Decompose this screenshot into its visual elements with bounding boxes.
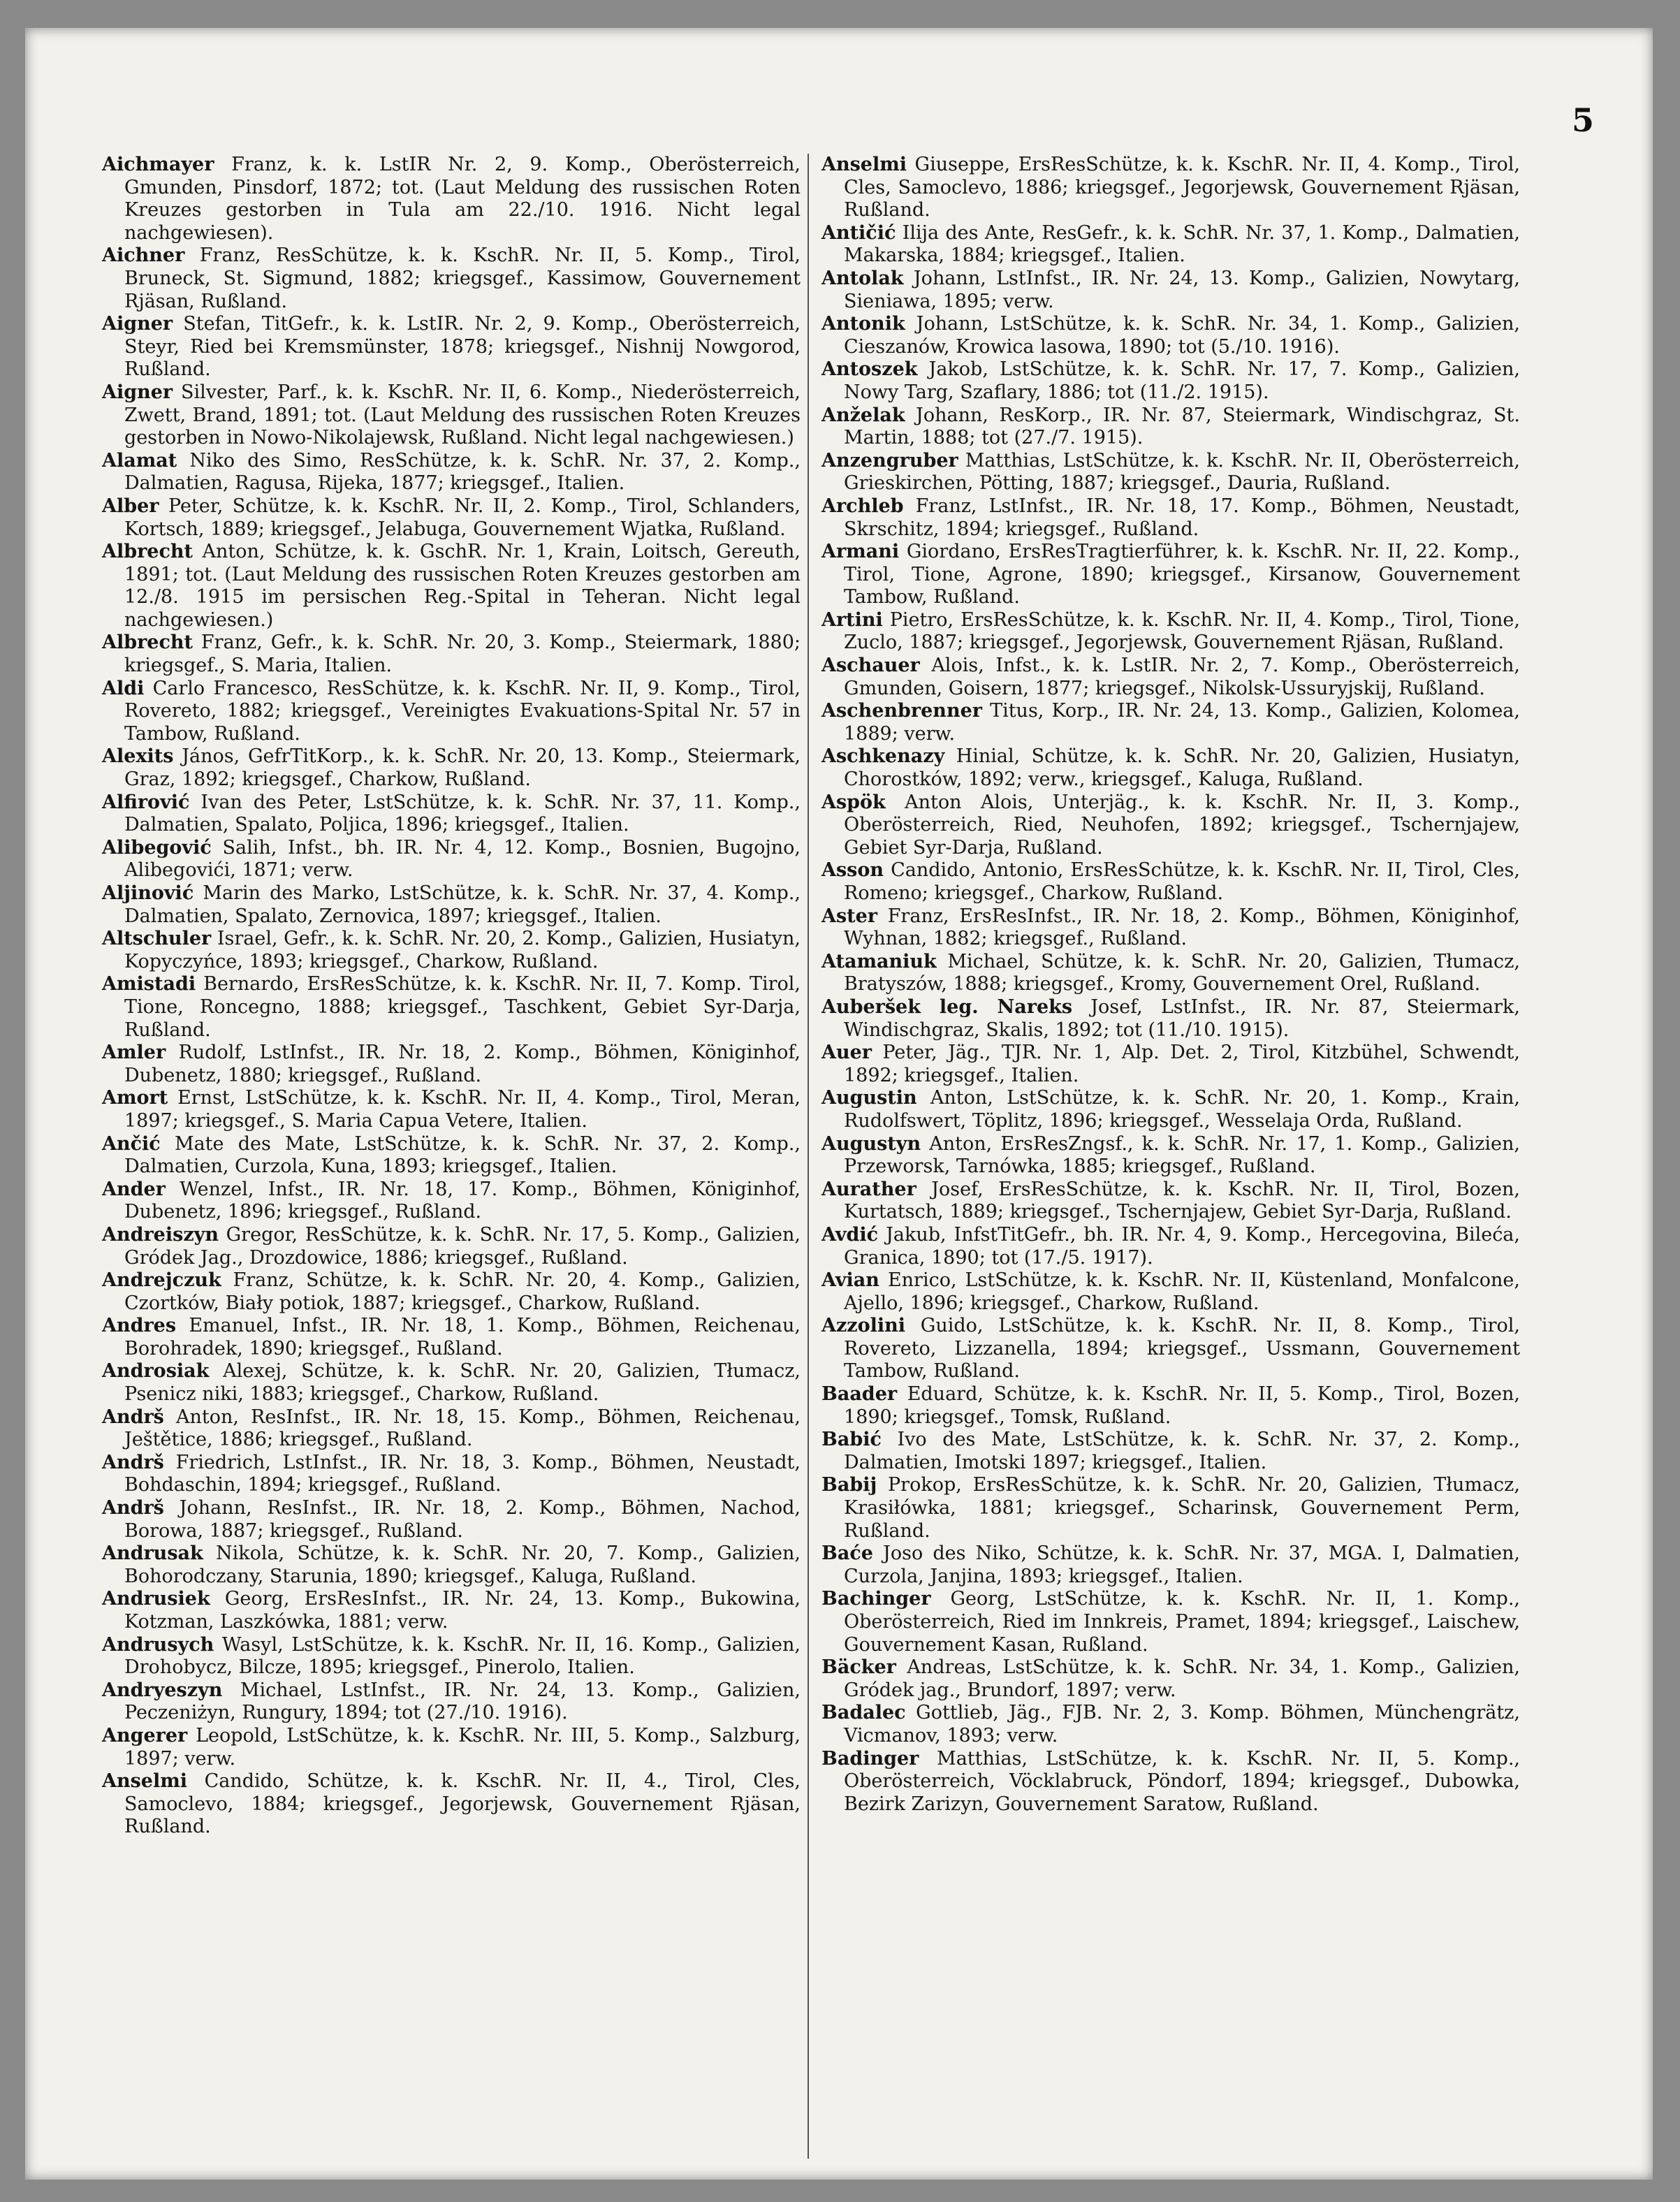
entry-surname: Ančić (102, 1132, 161, 1155)
left-column (102, 154, 801, 1839)
directory-entry (102, 1269, 801, 1315)
directory-entry (102, 381, 801, 450)
entry-surname: Angerer (102, 1724, 188, 1747)
directory-entry (821, 792, 1520, 860)
directory-entry (821, 1224, 1520, 1269)
entry-details: Carlo Francesco, ResSchütze, k. k. KschR. Nr. II, 9. Komp., Tirol, Rovereto, 1882; kriegsgef., Vereinigtes Evakuations-Spital Nr. 57 in Tambow, Rußland. (124, 677, 801, 745)
directory-entry (821, 313, 1520, 358)
directory-entry (102, 313, 801, 381)
directory-entry (102, 1224, 801, 1269)
directory-entry (102, 1543, 801, 1588)
entry-surname: Andres (102, 1315, 177, 1337)
entry-surname: Atamaniuk (821, 950, 937, 972)
entry-surname: Aurather (821, 1178, 916, 1200)
entry-surname: Anzengruber (821, 449, 958, 472)
entry-surname: Baader (821, 1383, 898, 1406)
entry-surname: Andreiszyn (102, 1223, 219, 1246)
entry-details: Franz, Gefr., k. k. SchR. Nr. 20, 3. Komp., Steiermark, 1880; kriegsgef., S. Maria, Italien. (124, 632, 801, 677)
entry-details: Eduard, Schütze, k. k. KschR. Nr. II, 5. Komp., Tirol, Bozen, 1890; kriegsgef., Tomsk, Rußland. (844, 1383, 1520, 1428)
entry-surname: Anselmi (102, 1770, 188, 1793)
directory-entry (102, 1725, 801, 1770)
entry-surname: Aspök (821, 791, 886, 813)
directory-entry (821, 358, 1520, 404)
entry-details: Wenzel, Infst., IR. Nr. 18, 17. Komp., Böhmen, Königinhof, Dubenetz, 1896; kriegsgef., Rußland. (124, 1178, 801, 1223)
entry-surname: Bachinger (821, 1588, 931, 1610)
entry-details: Anton, ErsResZngsf., k. k. SchR. Nr. 17, 1. Komp., Galizien, Przeworsk, Tarnówka, 1885; kriegsgef., Rußland. (844, 1132, 1520, 1178)
directory-entry (102, 1588, 801, 1633)
entry-surname: Baće (821, 1543, 873, 1565)
entry-details: Matthias, LstSchütze, k. k. KschR. Nr. II, Oberösterreich, Grieskirchen, Pötting, 1887; kriegsgef., Dauria, Rußland. (844, 449, 1520, 495)
entry-details: Johann, LstSchütze, k. k. SchR. Nr. 34, 1. Komp., Galizien, Cieszanów, Krowica lasowa, 1890; tot (5./10. 1916). (844, 313, 1520, 358)
entry-details: Peter, Schütze, k. k. KschR. Nr. II, 2. Komp., Tirol, Schlanders, Kortsch, 1889; kriegsgef., Jelabuga, Gouvernement Wjatka, Rußland. (124, 495, 801, 540)
entry-surname: Aschkenazy (821, 745, 945, 768)
entry-details: Franz, ErsResInfst., IR. Nr. 18, 2. Komp., Böhmen, Königinhof, Wyhnan, 1882; kriegsgef., Rußland. (844, 905, 1520, 950)
entry-details: Niko des Simo, ResSchütze, k. k. SchR. Nr. 37, 2. Komp., Dalmatien, Ragusa, Rijeka, 1877; kriegsgef., Italien. (124, 449, 801, 495)
directory-entry (821, 222, 1520, 268)
entry-details: Stefan, TitGefr., k. k. LstIR. Nr. 2, 9. Komp., Oberösterreich, Steyr, Ried bei Kremsmünster, 1878; kriegsgef., Nishnij Nowgorod, Rußland. (124, 313, 801, 381)
entry-details: Giordano, ErsResTragtierführer, k. k. KschR. Nr. II, 22. Komp., Tirol, Tione, Agrone, 1890; kriegsgef., Kirsanow, Gouvernement Tambow, Rußland. (844, 541, 1520, 608)
entry-surname: Augustyn (821, 1132, 921, 1155)
directory-entry (102, 541, 801, 632)
entry-surname: Aster (821, 905, 878, 927)
entry-surname: Avdić (821, 1223, 879, 1246)
entry-details: Anton, ResInfst., IR. Nr. 18, 15. Komp., Böhmen, Reichenau, Ještětice, 1886; kriegsgef., Rußland. (124, 1406, 801, 1451)
directory-entry (821, 1179, 1520, 1224)
entry-surname: Bäcker (821, 1656, 896, 1679)
entry-details: Joso des Niko, Schütze, k. k. SchR. Nr. 37, MGA. I, Dalmatien, Curzola, Janjina, 1893; kriegsgef., Italien. (844, 1543, 1520, 1587)
entry-details: Johann, ResKorp., IR. Nr. 87, Steiermark, Windischgraz, St. Martin, 1888; tot (27./7. 1915). (844, 404, 1520, 449)
entry-details: Franz, k. k. LstIR Nr. 2, 9. Komp., Oberösterreich, Gmunden, Pinsdorf, 1872; tot. (Laut Meldung des russischen Roten Kreuzes gestorben in Tula am 22./10. 1916. Nicht legal nachgewiesen). (124, 154, 801, 244)
directory-entry (821, 1543, 1520, 1588)
entry-surname: Andrš (102, 1497, 164, 1519)
entry-details: Andreas, LstSchütze, k. k. SchR. Nr. 34, 1. Komp., Galizien, Gródek jag., Brundorf, 1897; verw. (844, 1656, 1521, 1701)
directory-entry (102, 1634, 801, 1679)
directory-entry (821, 1087, 1520, 1132)
directory-entry (102, 1360, 801, 1406)
directory-entry (102, 1452, 801, 1497)
entry-details: Pietro, ErsResSchütze, k. k. KschR. Nr. II, 4. Komp., Tirol, Tione, Zuclo, 1887; kriegsgef., Jegorjewsk, Gouvernement Rjäsan, Rußland. (844, 608, 1520, 654)
entry-details: Josef, ErsResSchütze, k. k. KschR. Nr. II, Tirol, Bozen, Kurtatsch, 1889; kriegsgef., Tschernjajew, Gebiet Syr-Darja, Rußland. (844, 1178, 1520, 1223)
directory-entry (821, 1748, 1520, 1816)
directory-entry (821, 1133, 1520, 1179)
entry-details: Rudolf, LstInfst., IR. Nr. 18, 2. Komp., Böhmen, Königinhof, Dubenetz, 1880; kriegsgef., Rußland. (124, 1042, 801, 1086)
entry-details: Salih, Infst., bh. IR. Nr. 4, 12. Komp., Bosnien, Bugojno, Alibegovići, 1871; verw. (124, 836, 801, 882)
entry-details: Georg, LstSchütze, k. k. KschR. Nr. II, 1. Komp., Oberösterreich, Ried im Innkreis, Pramet, 1894; kriegsgef., Laischew, Gouvernement Kasan, Rußland. (844, 1588, 1520, 1656)
entry-surname: Aschauer (821, 655, 920, 677)
directory-entry (821, 404, 1520, 450)
entry-details: Marin des Marko, LstSchütze, k. k. SchR. Nr. 37, 4. Komp., Dalmatien, Spalato, Zernovica, 1897; kriegsgef., Italien. (124, 882, 801, 927)
right-column (821, 154, 1520, 1816)
directory-entry (821, 1315, 1520, 1383)
entry-surname: Alamat (102, 449, 177, 472)
directory-entry (102, 450, 801, 495)
entry-surname: Aigner (102, 313, 173, 335)
directory-entry (821, 996, 1520, 1042)
entry-details: Emanuel, Infst., IR. Nr. 18, 1. Komp., Böhmen, Reichenau, Borohradek, 1890; kriegsgef., Rußland. (124, 1315, 801, 1359)
directory-entry (102, 1679, 801, 1725)
entry-details: Peter, Jäg., TJR. Nr. 1, Alp. Det. 2, Tirol, Kitzbühel, Schwendt, 1892; kriegsgef., Italien. (844, 1042, 1520, 1086)
entry-surname: Antolak (821, 267, 904, 289)
entry-details: Gregor, ResSchütze, k. k. SchR. Nr. 17, 5. Komp., Galizien, Gródek Jag., Drozdowice, 1886; kriegsgef., Rußland. (124, 1223, 801, 1269)
directory-entry (821, 859, 1520, 905)
entry-details: Titus, Korp., IR. Nr. 24, 13. Komp., Galizien, Kolomea, 1889; verw. (844, 700, 1520, 745)
directory-entry (102, 973, 801, 1042)
entry-surname: Aljinović (102, 882, 194, 904)
entry-details: Alois, Infst., k. k. LstIR. Nr. 2, 7. Komp., Oberösterreich, Gmunden, Goisern, 1877; kriegsgef., Nikolsk-Ussuryjskij, Rußland. (844, 655, 1520, 699)
entry-surname: Albrecht (102, 541, 193, 563)
page-sheet (25, 28, 1653, 2180)
directory-entry (821, 268, 1520, 313)
entry-surname: Amler (102, 1042, 166, 1064)
entry-details: Ivo des Mate, LstSchütze, k. k. SchR. Nr. 37, 2. Komp., Dalmatien, Imotski 1897; kriegsgef., Italien. (844, 1429, 1520, 1473)
entry-details: Alexej, Schütze, k. k. SchR. Nr. 20, Galizien, Tłumacz, Psenicz niki, 1883; kriegsgef., Charkow, Rußland. (124, 1360, 801, 1406)
entry-details: Johann, ResInfst., IR. Nr. 18, 2. Komp., Böhmen, Nachod, Borowa, 1887; kriegsgef., Rußland. (124, 1497, 801, 1542)
entry-details: Johann, LstInfst., IR. Nr. 24, 13. Komp., Galizien, Nowytarg, Sieniawa, 1895; verw. (844, 267, 1520, 312)
entry-surname: Andrejczuk (102, 1269, 221, 1292)
directory-entry (821, 745, 1520, 791)
entry-surname: Aldi (102, 677, 145, 699)
directory-entry (821, 951, 1520, 996)
directory-entry (821, 1429, 1520, 1474)
directory-entry (821, 1383, 1520, 1429)
entry-surname: Babić (821, 1429, 882, 1451)
entry-surname: Albrecht (102, 632, 193, 654)
entry-details: Ilija des Ante, ResGefr., k. k. SchR. Nr. 37, 1. Komp., Dalmatien, Makarska, 1884; kriegsgef., Italien. (844, 221, 1520, 267)
entry-surname: Androsiak (102, 1360, 210, 1383)
directory-entry (102, 1497, 801, 1543)
entry-surname: Augustin (821, 1087, 917, 1109)
entry-details: Silvester, Parf., k. k. KschR. Nr. II, 6. Komp., Niederösterreich, Zwett, Brand, 1891; tot. (Laut Meldung des russischen Roten Kreuzes gestorben in Nowo-Nikolajewsk, Rußland. Nicht legal nachgewiesen.) (124, 381, 801, 449)
directory-entry (102, 792, 801, 837)
entry-surname: Andrusiek (102, 1588, 210, 1610)
entry-details: Jakub, InfstTitGefr., bh. IR. Nr. 4, 9. Komp., Hercegovina, Bileća, Granica, 1890; tot (17./5. 1917). (844, 1223, 1520, 1269)
entry-details: Anton Alois, Unterjäg., k. k. KschR. Nr. II, 3. Komp., Oberösterreich, Ried, Neuhofen, 1892; kriegsgef., Tschernjajew, Gebiet Syr-Darja, Rußland. (844, 791, 1520, 859)
directory-entry (102, 1406, 801, 1452)
entry-surname: Auberšek leg. Nareks (821, 996, 1073, 1018)
entry-surname: Antoszek (821, 358, 918, 381)
directory-entry (102, 154, 801, 245)
directory-entry (102, 928, 801, 973)
directory-entry (102, 1042, 801, 1087)
entry-details: Israel, Gefr., k. k. SchR. Nr. 20, 2. Komp., Galizien, Husiatyn, Kopyczyńce, 1893; kriegsgef., Charkow, Rußland. (124, 928, 801, 972)
directory-entry (821, 655, 1520, 700)
entry-surname: Andrusych (102, 1633, 214, 1656)
entry-details: Hinial, Schütze, k. k. SchR. Nr. 20, Galizien, Husiatyn, Chorostków, 1892; verw., kriegsgef., Kaluga, Rußland. (844, 745, 1520, 791)
entry-details: Mate des Mate, LstSchütze, k. k. SchR. Nr. 37, 2. Komp., Dalmatien, Curzola, Kuna, 1893; kriegsgef., Italien. (124, 1132, 801, 1178)
column-divider (808, 154, 809, 2159)
entry-surname: Andrusak (102, 1543, 203, 1565)
entry-details: Franz, LstInfst., IR. Nr. 18, 17. Komp., Böhmen, Neustadt, Skrschitz, 1894; kriegsgef., Rußland. (844, 495, 1520, 540)
entry-surname: Alfirović (102, 791, 190, 813)
directory-entry (821, 1042, 1520, 1087)
entry-surname: Badalec (821, 1702, 906, 1724)
directory-entry (821, 450, 1520, 495)
directory-entry (102, 1179, 801, 1224)
directory-entry (821, 541, 1520, 609)
directory-entry (102, 745, 801, 791)
entry-surname: Badinger (821, 1747, 919, 1770)
directory-entry (821, 1588, 1520, 1656)
directory-entry (102, 245, 801, 313)
entry-surname: Archleb (821, 495, 904, 517)
entry-surname: Avian (821, 1269, 879, 1292)
entry-surname: Alber (102, 495, 159, 517)
entry-surname: Babij (821, 1474, 877, 1496)
entry-surname: Andrš (102, 1451, 164, 1473)
entry-surname: Aschenbrenner (821, 700, 982, 722)
entry-details: Guido, LstSchütze, k. k. KschR. Nr. II, 8. Komp., Tirol, Rovereto, Lizzanella, 1894; kriegsgef., Ussmann, Gouvernement Tambow, Rußland. (844, 1315, 1520, 1383)
entry-surname: Aigner (102, 381, 173, 403)
entry-surname: Altschuler (102, 928, 212, 950)
directory-entry (821, 1474, 1520, 1543)
entry-surname: Aichmayer (102, 154, 214, 175)
entry-details: Ernst, LstSchütze, k. k. KschR. Nr. II, 4. Komp., Tirol, Meran, 1897; kriegsgef., S. Maria Capua Vetere, Italien. (124, 1087, 801, 1132)
directory-entry (102, 495, 801, 541)
directory-entry (821, 905, 1520, 951)
entry-details: Friedrich, LstInfst., IR. Nr. 18, 3. Komp., Böhmen, Neustadt, Bohdaschin, 1894; kriegsgef., Rußland. (124, 1451, 801, 1496)
entry-details: Matthias, LstSchütze, k. k. KschR. Nr. II, 5. Komp., Oberösterreich, Vöcklabruck, Pöndorf, 1894; kriegsgef., Dubowka, Bezirk Zarizyn, Gouvernement Saratow, Rußland. (844, 1747, 1520, 1815)
directory-entry (821, 495, 1520, 541)
entry-details: Nikola, Schütze, k. k. SchR. Nr. 20, 7. Komp., Galizien, Bohorodczany, Starunia, 1890; kriegsgef., Kaluga, Rußland. (124, 1543, 801, 1587)
entry-details: Giuseppe, ErsResSchütze, k. k. KschR. Nr. II, 4. Komp., Tirol, Cles, Samoclevo, 1886; kriegsgef., Jegorjewsk, Gouvernement Rjäsan, Rußland. (844, 154, 1520, 221)
entry-surname: Ander (102, 1178, 166, 1200)
directory-entry (102, 837, 801, 882)
entry-details: Georg, ErsResInfst., IR. Nr. 24, 13. Komp., Bukowina, Kotzman, Laszkówka, 1881; verw. (124, 1588, 801, 1633)
entry-surname: Andrš (102, 1406, 164, 1428)
entry-details: Candido, Schütze, k. k. KschR. Nr. II, 4., Tirol, Cles, Samoclevo, 1884; kriegsgef., Jegorjewsk, Gouvernement Rjäsan, Rußland. (124, 1770, 801, 1838)
entry-details: Jakob, LstSchütze, k. k. SchR. Nr. 17, 7. Komp., Galizien, Nowy Targ, Szaflary, 1886; tot (11./2. 1915). (844, 358, 1520, 403)
entry-surname: Anželak (821, 404, 905, 426)
directory-entry (821, 1702, 1520, 1747)
directory-entry (821, 700, 1520, 745)
entry-details: Ivan des Peter, LstSchütze, k. k. SchR. Nr. 37, 11. Komp., Dalmatien, Spalato, Poljica, 1896; kriegsgef., Italien. (124, 791, 801, 836)
entry-surname: Alibegović (102, 836, 212, 859)
entry-details: Wasyl, LstSchütze, k. k. KschR. Nr. II, 16. Komp., Galizien, Drohobycz, Bilcze, 1895; kriegsgef., Pinerolo, Italien. (124, 1633, 801, 1679)
entry-surname: Auer (821, 1042, 872, 1064)
directory-entry (821, 609, 1520, 655)
entry-details: Prokop, ErsResSchütze, k. k. SchR. Nr. 20, Galizien, Tłumacz, Krasiłówka, 1881; kriegsgef., Scharinsk, Gouvernement Perm, Rußland. (844, 1474, 1520, 1542)
page-number: 5 (1571, 101, 1594, 139)
entry-details: Franz, ResSchütze, k. k. KschR. Nr. II, 5. Komp., Tirol, Bruneck, St. Sigmund, 1882; kriegsgef., Kassimow, Gouvernement Rjäsan, Rußland. (124, 245, 801, 312)
directory-entry (821, 1656, 1520, 1702)
entry-surname: Azzolini (821, 1315, 906, 1337)
entry-details: Michael, Schütze, k. k. SchR. Nr. 20, Galizien, Tłumacz, Bratyszów, 1888; kriegsgef., Kromy, Gouvernement Orel, Rußland. (844, 950, 1520, 996)
entry-details: Gottlieb, Jäg., FJB. Nr. 2, 3. Komp. Böhmen, Münchengrätz, Vicmanov, 1893; verw. (844, 1702, 1520, 1747)
directory-entry (821, 154, 1520, 222)
entry-surname: Anselmi (821, 154, 907, 175)
directory-entry (102, 678, 801, 746)
directory-entry (821, 1269, 1520, 1315)
entry-surname: Amort (102, 1087, 168, 1109)
directory-entry (102, 882, 801, 928)
entry-details: Bernardo, ErsResSchütze, k. k. KschR. Nr. II, 7. Komp. Tirol, Tione, Roncegno, 1888; kriegsgef., Taschkent, Gebiet Syr-Darja, Rußland. (124, 973, 801, 1041)
entry-surname: Artini (821, 608, 883, 631)
entry-surname: Amistadi (102, 973, 196, 996)
entry-surname: Andryeszyn (102, 1679, 223, 1701)
directory-entry (102, 1087, 801, 1132)
entry-details: Enrico, LstSchütze, k. k. KschR. Nr. II, Küstenland, Monfalcone, Ajello, 1896; kriegsgef., Charkow, Rußland. (844, 1269, 1520, 1314)
entry-surname: Alexits (102, 745, 174, 768)
entry-details: Franz, Schütze, k. k. SchR. Nr. 20, 4. Komp., Galizien, Czortków, Biały potiok, 1887; kriegsgef., Charkow, Rußland. (124, 1269, 801, 1314)
directory-entry (102, 1315, 801, 1360)
directory-entry (102, 1133, 801, 1179)
entry-details: Anton, LstSchütze, k. k. SchR. Nr. 20, 1. Komp., Krain, Rudolfswert, Töplitz, 1896; kriegsgef., Wesselaja Orda, Rußland. (844, 1087, 1520, 1132)
entry-surname: Aichner (102, 245, 185, 267)
entry-surname: Antonik (821, 313, 905, 335)
entry-surname: Asson (821, 859, 884, 882)
entry-details: Josef, LstInfst., IR. Nr. 87, Steiermark, Windischgraz, Skalis, 1892; tot (11./10. 1915). (844, 996, 1520, 1041)
entry-surname: Armani (821, 541, 900, 563)
entry-details: Candido, Antonio, ErsResSchütze, k. k. KschR. Nr. II, Tirol, Cles, Romeno; kriegsgef., Charkow, Rußland. (844, 859, 1520, 904)
directory-entry (102, 632, 801, 677)
entry-surname: Antičić (821, 221, 896, 244)
entry-details: Michael, LstInfst., IR. Nr. 24, 13. Komp., Galizien, Peczeniżyn, Rungury, 1894; tot (27./10. 1916). (124, 1679, 801, 1724)
entry-details: Leopold, LstSchütze, k. k. KschR. Nr. III, 5. Komp., Salzburg, 1897; verw. (124, 1724, 801, 1770)
directory-entry (102, 1770, 801, 1839)
entry-details: Anton, Schütze, k. k. GschR. Nr. 1, Krain, Loitsch, Gereuth, 1891; tot. (Laut Meldung des russischen Roten Kreuzes gestorben am 12./8. 1915 im persischen Reg.-Spital in Teheran. Nicht legal nachgewiesen.) (124, 541, 801, 631)
entry-details: János, GefrTitKorp., k. k. SchR. Nr. 20, 13. Komp., Steiermark, Graz, 1892; kriegsgef., Charkow, Rußland. (124, 745, 801, 791)
